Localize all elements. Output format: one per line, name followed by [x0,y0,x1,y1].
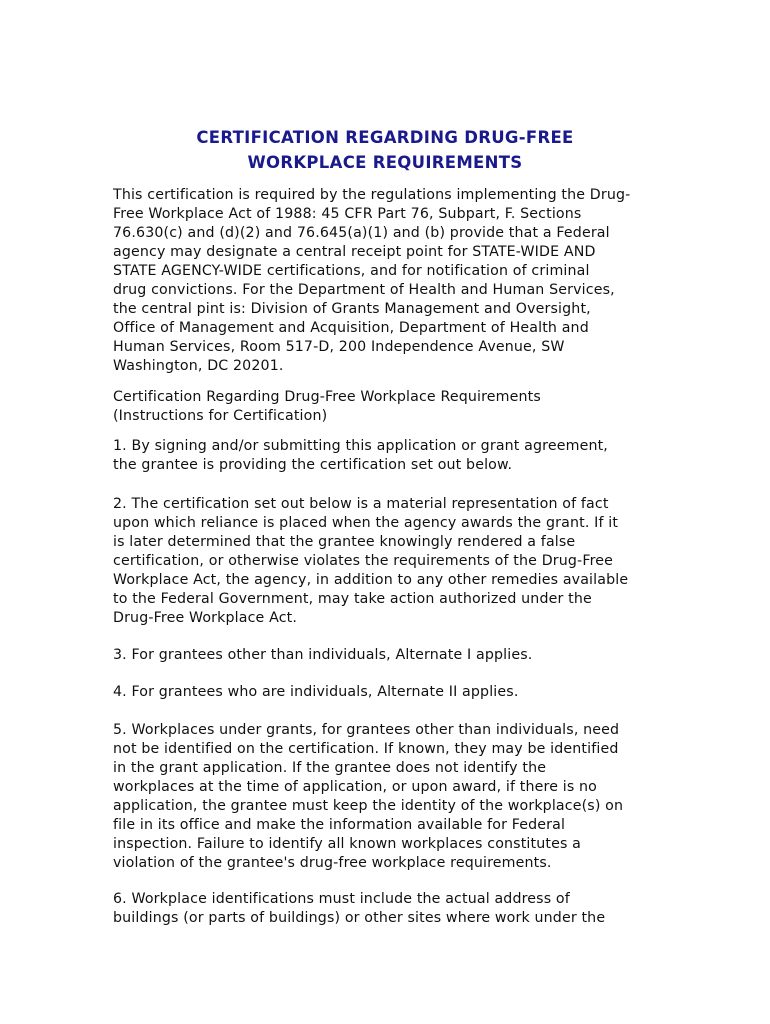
instruction-item-5: 5. Workplaces under grants, for grantees other than individuals, need not be identified on the certification. If known, they may be identified in the grant application. If the grantee does not identify the workplaces at the time of application, or upon award, if there is no application, the grantee must keep the identity of the workplace(s) on file in its office and make the information available for Federal inspection. Failure to identify all known workplaces constitutes a violation of the grantee's drug-free workplace requirements. [113,722,624,871]
instruction-item-2: 2. The certification set out below is a material representation of fact upon which reliance is placed when the agency awards the grant. If it is later determined that the grantee knowingly rendered a false certification, or otherwise violates the requirements of the Drug-Free Workplace Act, the agency, in addition to any other remedies available to the Federal Government, may take action authorized under the Drug-Free Workplace Act. [113,496,629,626]
page-title: CERTIFICATION REGARDING DRUG-FREE WORKPLACE REQUIREMENTS [196,128,574,172]
certification-heading: Certification Regarding Drug-Free Workplace Requirements (Instructions for Certification) [113,389,541,424]
intro-paragraph: This certification is required by the regulations implementing the Drug- Free Workplace Act of 1988: 45 CFR Part 76, Subpart, F. Sections 76.630(c) and (d)(2) and 76.645(a)(1) and (b) provide that a Federal agency may designate a central receipt point for STATE-WIDE AND STATE AGENCY-WIDE certifications, and for notification of criminal drug convictions. For the Department of Health and Human Services, the central pint is: Division of Grants Management and Oversight, Office of Management and Acquisition, Department of Health and Human Services, Room 517-D, 200 Independence Avenue, SW Washington, DC 20201. [113,187,631,374]
instruction-item-6: 6. Workplace identifications must include the actual address of buildings (or parts of buildings) or other sites where work under the [113,891,606,926]
instruction-item-1: 1. By signing and/or submitting this application or grant agreement, the grantee is providing the certification set out below. [113,438,608,473]
instruction-item-3: 3. For grantees other than individuals, Alternate I applies. [113,647,533,663]
instruction-item-4: 4. For grantees who are individuals, Alternate II applies. [113,684,519,700]
